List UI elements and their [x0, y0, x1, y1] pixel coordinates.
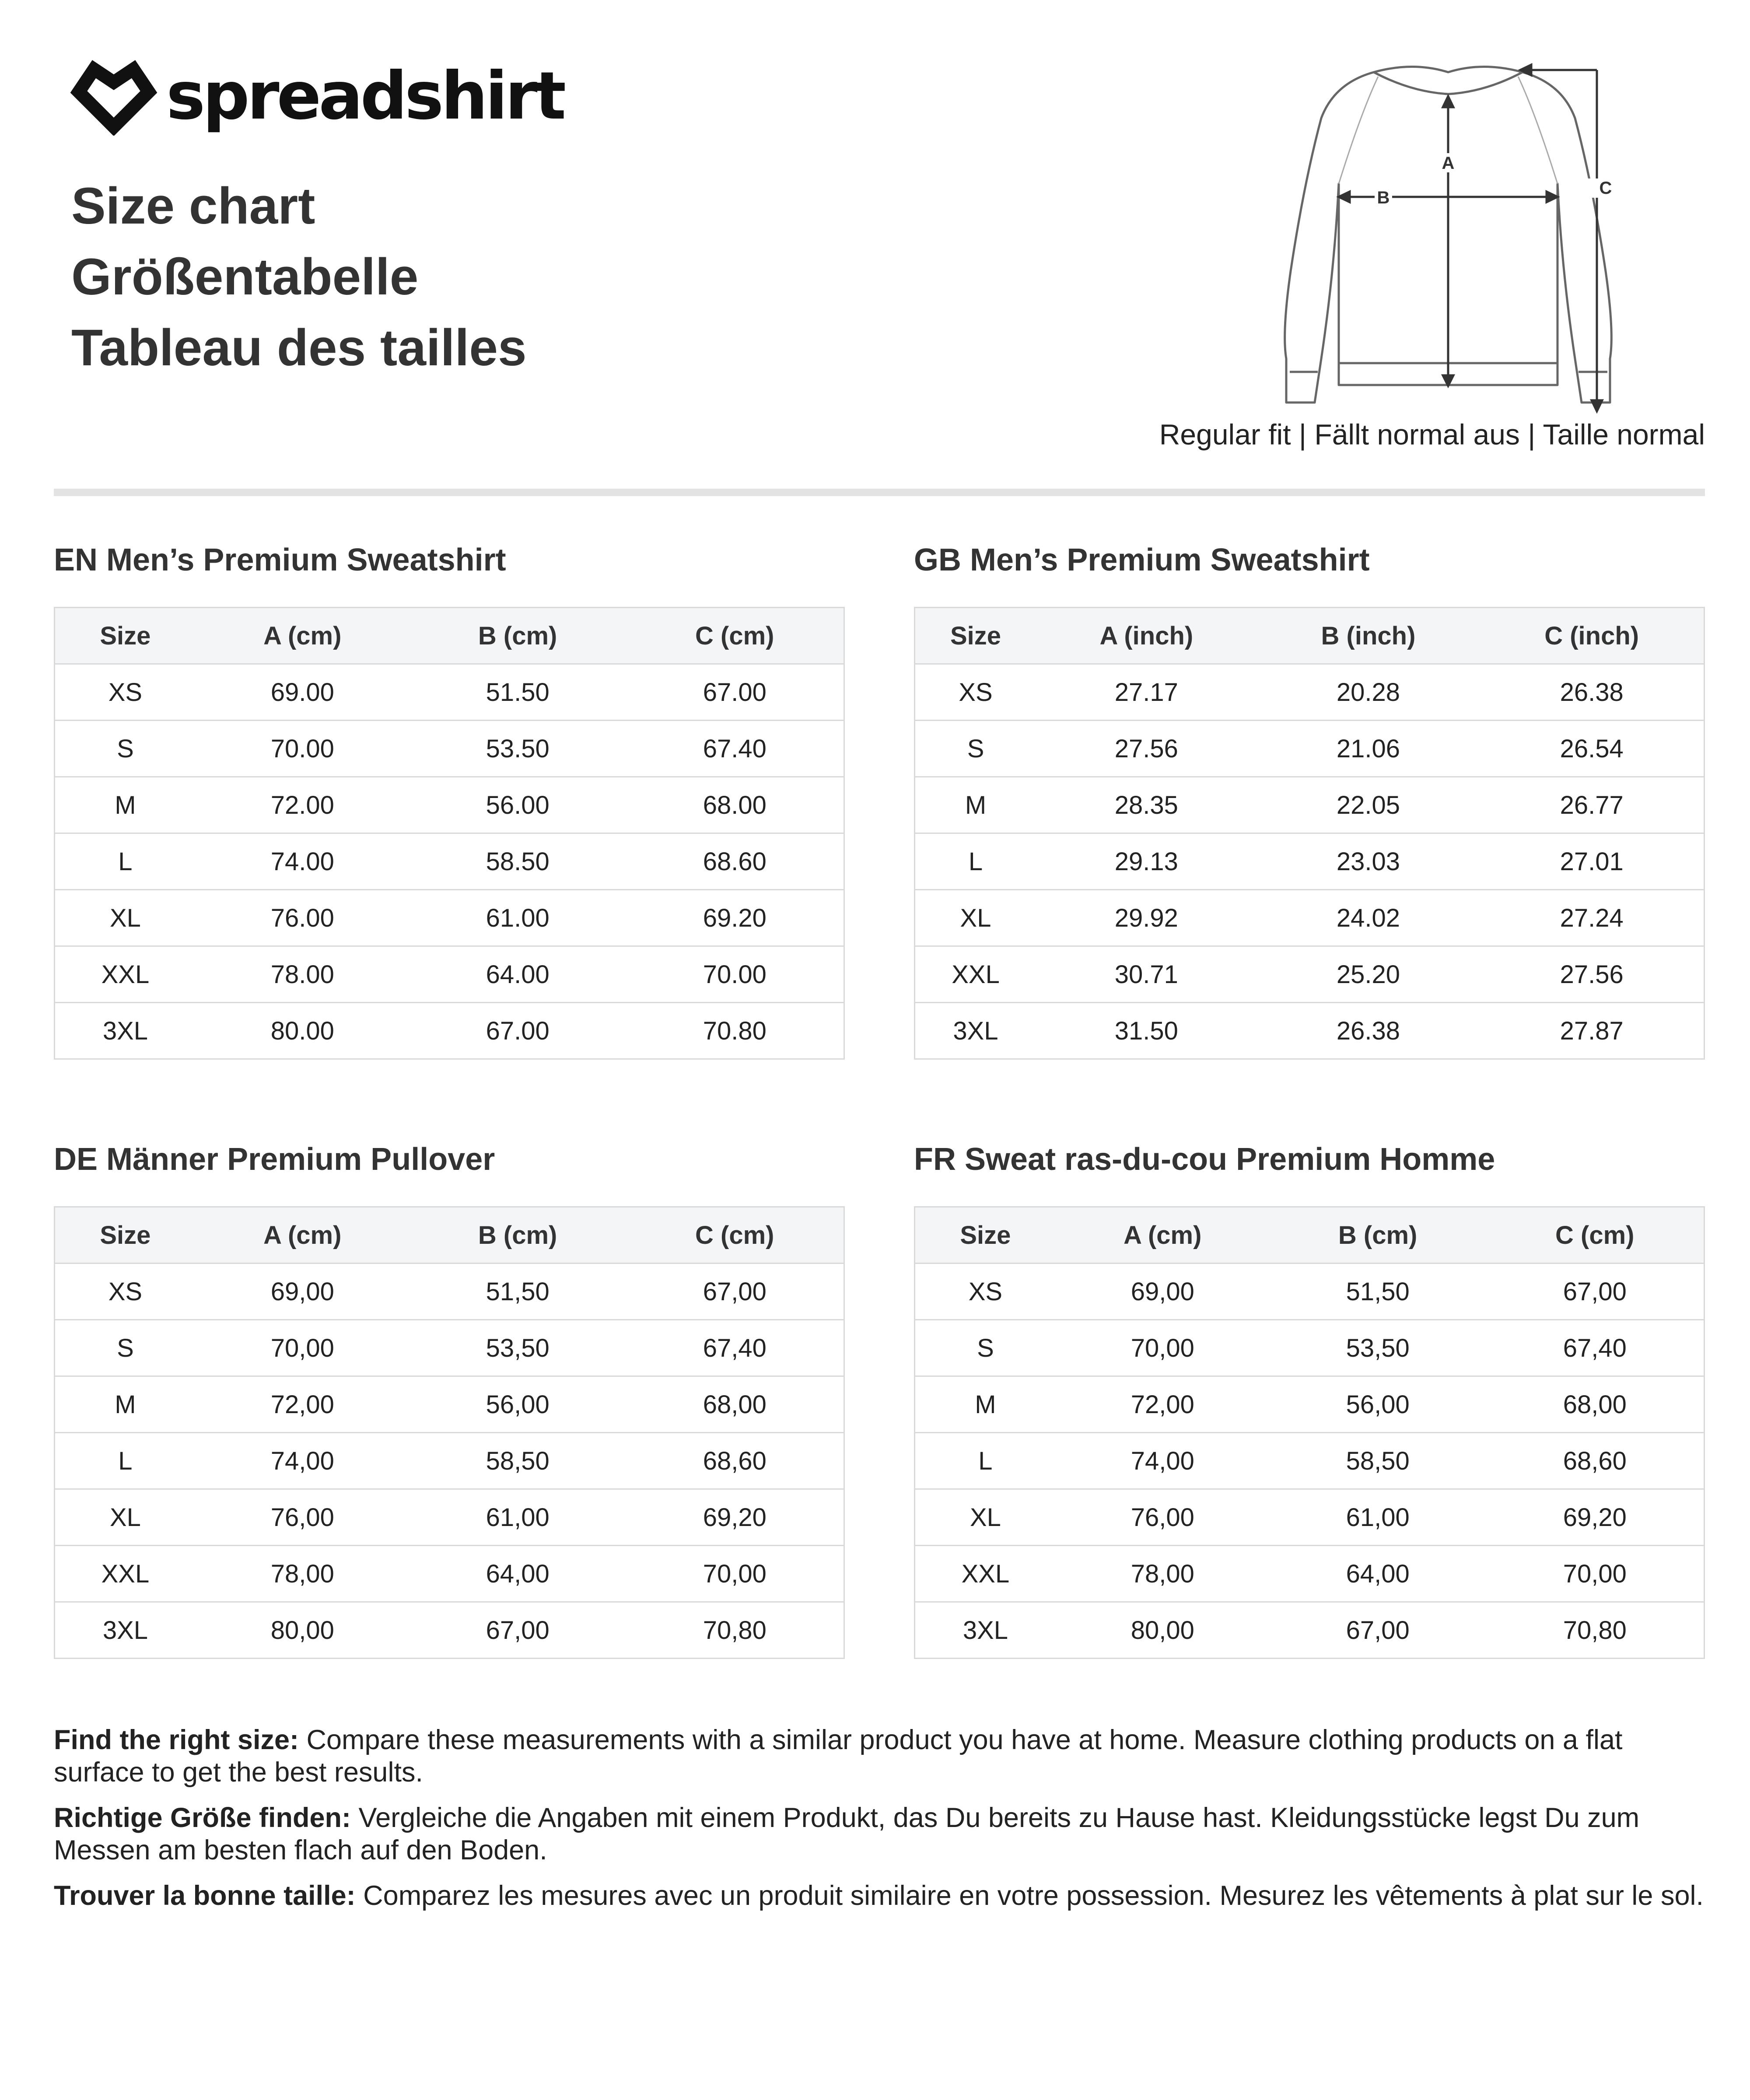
note-label: Trouver la bonne taille:	[54, 1880, 356, 1911]
table-de	[54, 1135, 845, 1659]
table-row	[915, 1003, 1704, 1059]
table-row	[55, 946, 844, 1003]
table-row	[915, 664, 1704, 721]
table-cell: XXL	[55, 946, 196, 1003]
table-cell: 26.38	[1480, 664, 1704, 721]
table-cell: 78.00	[196, 946, 410, 1003]
table-cell: 70.80	[703, 1016, 766, 1045]
table-cell: 69,00	[196, 1264, 410, 1320]
page-titles	[71, 171, 527, 383]
column-header: Size	[55, 608, 196, 664]
divider	[54, 489, 1705, 496]
note-fr	[54, 1880, 1705, 1912]
title-de: Größentabelle	[71, 248, 419, 306]
note-label: Richtige Größe finden:	[54, 1802, 351, 1833]
table-title: EN Men’s Premium Sweatshirt	[54, 542, 506, 578]
table-row	[55, 664, 844, 721]
table-row	[915, 890, 1704, 946]
table-cell: 61.00	[410, 890, 626, 946]
table-cell: 27.24	[1480, 890, 1704, 946]
table-cell: 68,60	[626, 1433, 844, 1489]
table-cell: 68,00	[626, 1376, 844, 1433]
table-cell: 67,00	[486, 1616, 550, 1645]
column-header: C (cm)	[1486, 1207, 1704, 1264]
table-row	[915, 1264, 1704, 1320]
table-cell: 30.71	[1036, 946, 1257, 1003]
size-table	[914, 1206, 1705, 1659]
table-cell: 51.50	[410, 664, 626, 721]
diagram-label-b: B	[1377, 188, 1390, 207]
table-cell: 27.01	[1480, 833, 1704, 890]
table-cell: XXL	[915, 946, 1036, 1003]
size-table	[54, 607, 845, 1060]
table-cell: 67.40	[626, 721, 844, 777]
table-row	[915, 833, 1704, 890]
table-row	[55, 1320, 844, 1376]
table-cell: XL	[55, 1489, 196, 1546]
table-cell: 69.00	[196, 664, 410, 721]
table-row	[55, 1602, 844, 1659]
table-cell: XS	[915, 664, 1036, 721]
table-cell: 68.00	[626, 777, 844, 833]
table-cell: 27.17	[1036, 664, 1257, 721]
table-cell: 70.00	[626, 946, 844, 1003]
table-title: FR Sweat ras-du-cou Premium Homme	[914, 1142, 1495, 1177]
note-en	[54, 1724, 1705, 1788]
table-cell: 25.20	[1257, 946, 1480, 1003]
table-row	[915, 1546, 1704, 1602]
column-header: B (cm)	[1270, 1207, 1486, 1264]
table-cell: L	[55, 1433, 196, 1489]
size-table	[914, 607, 1705, 1060]
table-cell: 68,00	[1486, 1376, 1704, 1433]
table-cell: 78,00	[1056, 1546, 1270, 1602]
table-cell: 31.50	[1114, 1016, 1178, 1045]
table-row	[915, 946, 1704, 1003]
table-row	[55, 1003, 844, 1059]
table-row	[55, 721, 844, 777]
fit-description: Regular fit | Fällt normal aus | Taille normal	[1159, 418, 1705, 451]
table-cell: 26.54	[1480, 721, 1704, 777]
table-cell: M	[55, 1376, 196, 1433]
table-cell: 69.20	[626, 890, 844, 946]
table-cell: 76,00	[196, 1489, 410, 1546]
table-cell: 80,00	[1130, 1616, 1194, 1645]
table-cell: 67.00	[626, 664, 844, 721]
table-cell: 70,00	[196, 1320, 410, 1376]
heart-diamond-logo-icon	[70, 57, 158, 136]
note-text: Compare these measurements with a similar product you have at home. Measure clothing products on a flat surface to get the best results.	[54, 1725, 1623, 1788]
table-cell: 58.50	[410, 833, 626, 890]
table-cell: XS	[915, 1264, 1056, 1320]
table-cell: 70,00	[1486, 1546, 1704, 1602]
table-cell: 3XL	[962, 1616, 1008, 1645]
table-cell: 27.87	[1560, 1016, 1624, 1045]
sweatshirt-measurement-icon	[1273, 52, 1623, 416]
header-row	[55, 608, 844, 664]
table-cell: 24.02	[1257, 890, 1480, 946]
table-cell: 70,00	[626, 1546, 844, 1602]
table-cell: XL	[915, 1489, 1056, 1546]
table-cell: M	[915, 777, 1036, 833]
table-cell: 69,00	[1056, 1264, 1270, 1320]
table-cell: S	[915, 721, 1036, 777]
note-de	[54, 1802, 1705, 1866]
table-fr	[914, 1135, 1705, 1659]
table-cell: 61,00	[1270, 1489, 1486, 1546]
table-cell: 70,00	[1056, 1320, 1270, 1376]
table-cell: 67.00	[486, 1016, 550, 1045]
table-cell: 61,00	[410, 1489, 626, 1546]
table-cell: 23.03	[1257, 833, 1480, 890]
table-cell: XS	[55, 1264, 196, 1320]
table-cell: 76.00	[196, 890, 410, 946]
table-row	[55, 1546, 844, 1602]
size-table	[54, 1206, 845, 1659]
table-cell: 78,00	[196, 1546, 410, 1602]
table-cell: 67,40	[626, 1320, 844, 1376]
table-cell: 58,50	[410, 1433, 626, 1489]
table-cell: 53,50	[1270, 1320, 1486, 1376]
column-header: Size	[915, 608, 1036, 664]
table-cell: XXL	[915, 1546, 1056, 1602]
brand-name: spreadshirt	[166, 58, 564, 134]
column-header: C (cm)	[626, 608, 844, 664]
table-cell: L	[915, 1433, 1056, 1489]
table-cell: 80,00	[270, 1616, 334, 1645]
table-cell: S	[915, 1320, 1056, 1376]
table-row	[55, 1489, 844, 1546]
table-cell: XL	[55, 890, 196, 946]
table-cell: 26.38	[1336, 1016, 1400, 1045]
table-cell: 28.35	[1036, 777, 1257, 833]
column-header: Size	[55, 1207, 196, 1264]
table-cell: 56.00	[410, 777, 626, 833]
table-cell: 26.77	[1480, 777, 1704, 833]
table-cell: 72.00	[196, 777, 410, 833]
table-row	[55, 777, 844, 833]
title-en: Size chart	[71, 177, 315, 235]
column-header: A (cm)	[1056, 1207, 1270, 1264]
table-row	[55, 1264, 844, 1320]
table-cell: 56,00	[410, 1376, 626, 1433]
table-cell: 68,60	[1486, 1433, 1704, 1489]
table-row	[915, 1320, 1704, 1376]
table-cell: 51,50	[410, 1264, 626, 1320]
table-row	[915, 1489, 1704, 1546]
column-header: C (cm)	[626, 1207, 844, 1264]
note-text: Comparez les mesures avec un produit similaire en votre possession. Mesurez les vêtements à plat sur le sol.	[355, 1880, 1704, 1911]
table-cell: 69,20	[1486, 1489, 1704, 1546]
column-header: Size	[915, 1207, 1056, 1264]
table-cell: 64,00	[1270, 1546, 1486, 1602]
table-cell: 67,00	[626, 1264, 844, 1320]
column-header: B (cm)	[410, 1207, 626, 1264]
table-cell: 53.50	[410, 721, 626, 777]
table-cell: S	[55, 1320, 196, 1376]
table-cell: 68.60	[626, 833, 844, 890]
table-cell: 22.05	[1257, 777, 1480, 833]
diagram-label-a: A	[1442, 154, 1455, 173]
table-row	[55, 1376, 844, 1433]
brand-logo	[70, 57, 564, 136]
header-row	[915, 608, 1704, 664]
table-cell: 74,00	[196, 1433, 410, 1489]
column-header: B (cm)	[410, 608, 626, 664]
table-gb	[914, 536, 1705, 1060]
column-header: A (inch)	[1036, 608, 1257, 664]
table-cell: 80.00	[270, 1016, 334, 1045]
table-cell: 3XL	[953, 1016, 998, 1045]
table-cell: 27.56	[1480, 946, 1704, 1003]
table-title: DE Männer Premium Pullover	[54, 1142, 495, 1177]
table-cell: 76,00	[1056, 1489, 1270, 1546]
table-cell: 70,80	[1563, 1616, 1627, 1645]
table-cell: 29.92	[1036, 890, 1257, 946]
note-text: Vergleiche die Angaben mit einem Produkt, das Du bereits zu Hause hast. Kleidungsstücke legst Du zum Messen am besten flach auf den Boden.	[54, 1802, 1640, 1866]
table-row	[55, 1433, 844, 1489]
table-row	[915, 1433, 1704, 1489]
diagram-label-c: C	[1599, 178, 1612, 198]
column-header: A (cm)	[196, 1207, 410, 1264]
table-row	[55, 833, 844, 890]
table-cell: 70,80	[703, 1616, 766, 1645]
table-row	[915, 1602, 1704, 1659]
table-cell: M	[55, 777, 196, 833]
table-cell: 74,00	[1056, 1433, 1270, 1489]
table-cell: M	[915, 1376, 1056, 1433]
table-cell: 29.13	[1036, 833, 1257, 890]
table-cell: XS	[55, 664, 196, 721]
table-row	[915, 777, 1704, 833]
table-row	[55, 890, 844, 946]
title-fr: Tableau des tailles	[71, 319, 527, 377]
table-cell: L	[55, 833, 196, 890]
table-title: GB Men’s Premium Sweatshirt	[914, 542, 1370, 578]
table-cell: 3XL	[102, 1616, 148, 1645]
table-cell: 64.00	[410, 946, 626, 1003]
table-cell: S	[55, 721, 196, 777]
table-cell: 20.28	[1257, 664, 1480, 721]
header-row	[55, 1207, 844, 1264]
table-cell: 51,50	[1270, 1264, 1486, 1320]
notes	[54, 1724, 1705, 1925]
column-header: C (inch)	[1480, 608, 1704, 664]
table-cell: 72,00	[1056, 1376, 1270, 1433]
table-cell: 69,20	[626, 1489, 844, 1546]
table-cell: XL	[915, 890, 1036, 946]
table-en	[54, 536, 845, 1060]
table-cell: XXL	[55, 1546, 196, 1602]
header-row	[915, 1207, 1704, 1264]
table-cell: 3XL	[102, 1016, 148, 1045]
table-cell: 67,40	[1486, 1320, 1704, 1376]
table-cell: 67,00	[1486, 1264, 1704, 1320]
table-cell: 72,00	[196, 1376, 410, 1433]
table-cell: 70.00	[196, 721, 410, 777]
table-cell: 21.06	[1257, 721, 1480, 777]
table-cell: 58,50	[1270, 1433, 1486, 1489]
table-cell: 64,00	[410, 1546, 626, 1602]
column-header: B (inch)	[1257, 608, 1480, 664]
table-cell: 74.00	[196, 833, 410, 890]
table-row	[915, 1376, 1704, 1433]
column-header: A (cm)	[196, 608, 410, 664]
table-row	[915, 721, 1704, 777]
table-cell: L	[915, 833, 1036, 890]
table-cell: 27.56	[1036, 721, 1257, 777]
table-cell: 53,50	[410, 1320, 626, 1376]
table-cell: 67,00	[1346, 1616, 1410, 1645]
note-label: Find the right size:	[54, 1725, 299, 1755]
table-cell: 56,00	[1270, 1376, 1486, 1433]
